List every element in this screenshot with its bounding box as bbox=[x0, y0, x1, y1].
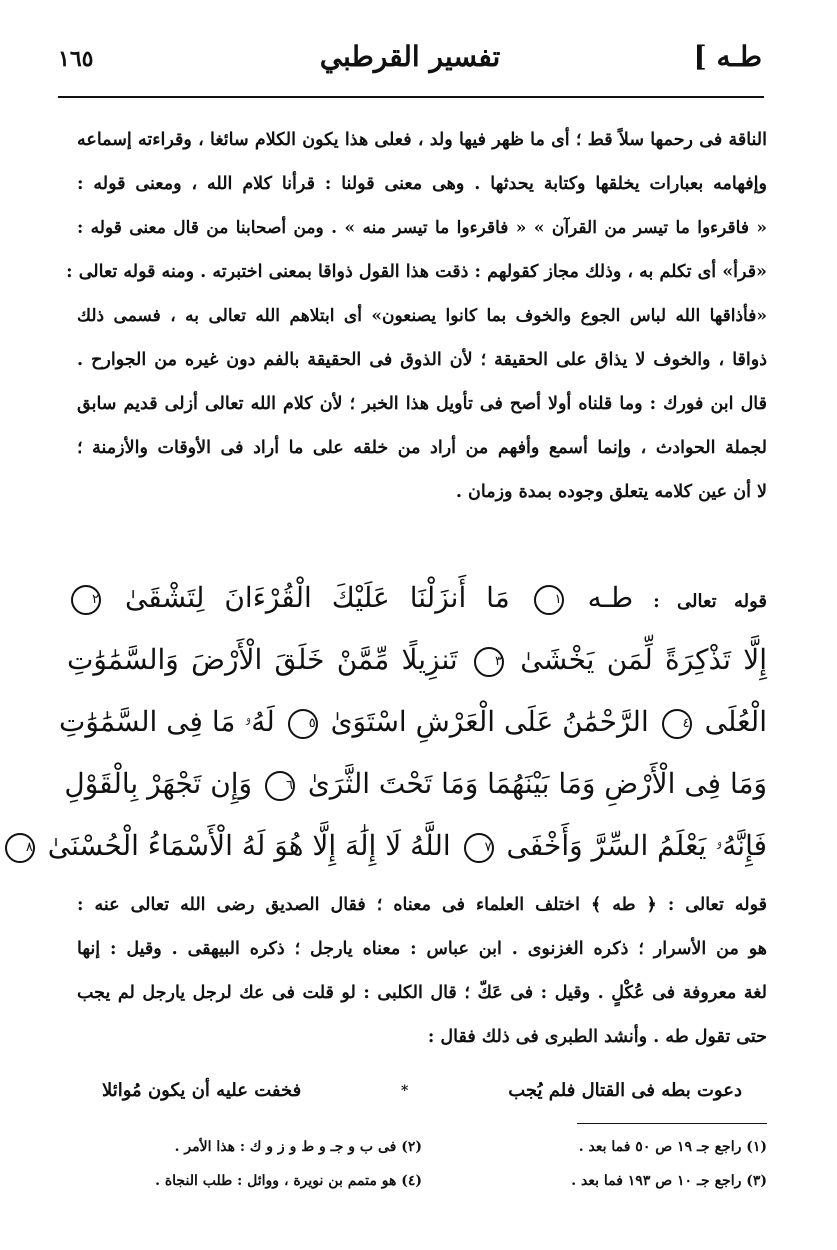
prose-block bbox=[66, 118, 767, 514]
verse-number-marker: ٤ bbox=[662, 709, 692, 739]
verse-text: طـه bbox=[587, 581, 634, 614]
surah-header: طـه ] bbox=[693, 40, 762, 73]
quran-line bbox=[64, 753, 767, 815]
footnote-rule bbox=[577, 1123, 767, 1124]
footnote: (٤) هو متمم بن نويرة ، ووائل : طلب النجاة . bbox=[155, 1173, 422, 1189]
verse-number-marker: ٥ bbox=[288, 709, 318, 739]
verse-number-marker: ٦ bbox=[265, 771, 295, 801]
footnotes bbox=[77, 1130, 767, 1198]
verse-text: تَنزِيلًا مِّمَّنْ خَلَقَ الْأَرْضَ وَالسَّمَٰوَٰتِ bbox=[67, 643, 458, 676]
commentary-line: هو من الأسرار ؛ ذكره الغزنوى . ابن عباس : معناه يارجل ؛ ذكره البيهقى . وقيل : إنها bbox=[77, 939, 767, 959]
verse-number-marker: ٣ bbox=[474, 647, 504, 677]
poem-hemistich: دعوت بطه فى القتال فلم يُجب bbox=[508, 1080, 742, 1101]
verse-number-marker: ٢ bbox=[71, 585, 101, 615]
verse-number-marker: ٧ bbox=[464, 833, 494, 863]
verse-text: وَمَا فِى الْأَرْضِ وَمَا بَيْنَهُمَا وَمَا تَحْتَ الثَّرَىٰ bbox=[307, 767, 767, 800]
page-number: ١٦٥ bbox=[58, 46, 94, 72]
footnote: (٣) راجع جـ ١٠ ص ١٩٣ فما بعد . bbox=[571, 1173, 767, 1189]
commentary-block bbox=[77, 883, 767, 1059]
poem-hemistich: فخفت عليه أن يكون مُوائلا bbox=[102, 1080, 302, 1101]
header-rule bbox=[58, 96, 764, 98]
quran-label: قوله تعالى : bbox=[653, 591, 768, 612]
prose-line: وإفهامه بعبارات يخلقها وكتابة يحدثها . وهى معنى قولنا : قرأنا كلام الله ، ومعنى قوله : bbox=[77, 174, 767, 194]
verse-text: فَإِنَّهُۥ يَعْلَمُ السِّرَّ وَأَخْفَى bbox=[506, 829, 767, 862]
poem-separator: * bbox=[401, 1082, 409, 1099]
verse-text: الرَّحْمَٰنُ عَلَى الْعَرْشِ اسْتَوَىٰ bbox=[330, 705, 649, 738]
quran-block bbox=[25, 567, 768, 877]
verse-text: الْعُلَى bbox=[704, 705, 767, 738]
page-header bbox=[58, 40, 762, 92]
quran-line bbox=[59, 691, 767, 753]
verse-number-marker: ٨ bbox=[5, 833, 35, 863]
poetry-verse bbox=[102, 1080, 742, 1101]
prose-line: قال ابن فورك : وما قلناه أولا أصح فى تأويل هذا الخبر ؛ لأن كلام الله تعالى أزلى قديم سابق bbox=[77, 394, 767, 414]
prose-line: ذواقا ، والخوف لا يذاق على الحقيقة ؛ لأن الذوق فى الحقيقة بالفم دون غيره من الجوارح . bbox=[77, 350, 767, 370]
commentary-line: قوله تعالى : ﴿ طه ﴾ اختلف العلماء فى معناه ؛ فقال الصديق رضى الله تعالى عنه : bbox=[77, 895, 767, 915]
footnote: (٢) فى ب و جـ و ط و ز و ك : هذا الأمر . bbox=[174, 1139, 422, 1155]
commentary-line: لغة معروفة فى عُكْلٍ . وقيل : فى عَكّ ؛ قال الكلبى : لو قلت فى عك لرجل يارجل لم يجب bbox=[77, 983, 767, 1003]
footnote-row bbox=[77, 1164, 767, 1198]
prose-line: «فأذاقها الله لباس الجوع والخوف بما كانوا يصنعون» أى ابتلاهم الله تعالى به ، فسمى ذلك bbox=[77, 306, 767, 326]
prose-line: الناقة فى رحمها سلاً قط ؛ أى ما ظهر فيها ولد ، فعلى هذا يكون الكلام سائغا ، وقراءته إسماعه bbox=[77, 130, 767, 150]
verse-text: اللَّهُ لَا إِلَٰهَ إِلَّا هُوَ لَهُ الْأَسْمَاءُ الْحُسْنَىٰ bbox=[47, 829, 451, 862]
verse-number-marker: ١ bbox=[534, 585, 564, 615]
prose-line: لجملة الحوادث ، وإنما أسمع وأفهم من أراد من خلقه على ما أراد فى الأوقات والأزمنة ؛ bbox=[77, 438, 767, 458]
footnote-row bbox=[77, 1130, 767, 1164]
quran-line bbox=[67, 629, 767, 691]
verse-text: لَهُۥ مَا فِى السَّمَٰوَٰتِ bbox=[59, 705, 275, 738]
book-title: تفسير القرطبي bbox=[319, 40, 501, 73]
quran-line bbox=[25, 815, 767, 877]
verse-text: مَا أَنزَلْنَا عَلَيْكَ الْقُرْءَانَ لِتَشْقَىٰ bbox=[124, 581, 510, 614]
prose-line: «قرأ» أى تكلم به ، وذلك مجاز كقولهم : ذقت هذا القول ذواقا بمعنى اختبرته . ومنه قوله تعالى : bbox=[66, 262, 767, 282]
quran-line bbox=[67, 567, 767, 629]
prose-line: « فاقرءوا ما تيسر من القرآن » « فاقرءوا ما تيسر منه » . ومن أصحابنا من قال معنى قوله : bbox=[77, 218, 767, 238]
verse-text: وَإِن تَجْهَرْ بِالْقَوْلِ bbox=[64, 767, 253, 800]
prose-line: لا أن عين كلامه يتعلق وجوده بمدة وزمان . bbox=[455, 482, 767, 502]
verse-text: إِلَّا تَذْكِرَةً لِّمَن يَخْشَىٰ bbox=[520, 643, 767, 676]
footnote: (١) راجع جـ ١٩ ص ٥٠ فما بعد . bbox=[578, 1139, 767, 1155]
commentary-line: حتى تقول طه . وأنشد الطبرى فى ذلك فقال : bbox=[427, 1027, 767, 1047]
